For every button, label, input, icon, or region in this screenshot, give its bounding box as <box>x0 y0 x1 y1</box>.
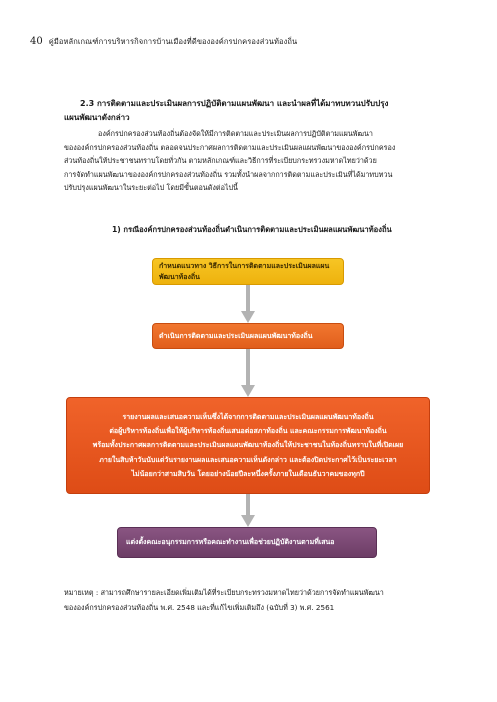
flow-step-label: กำหนดแนวทาง วิธีการในการติดตามและประเมินผลแผนพัฒนาท้องถิ่น <box>159 261 330 281</box>
flow-step-label: ดำเนินการติดตามและประเมินผลแผนพัฒนาท้องถิ่น <box>159 331 313 340</box>
paragraph-line: องค์กรปกครองส่วนท้องถิ่นต้องจัดให้มีการติดตามและประเมินผลการปฏิบัติตามแผนพัฒนา <box>98 129 373 138</box>
flow-step-conduct-evaluation <box>152 323 344 349</box>
section-heading-line-1: 2.3 การติดตามและประเมินผลการปฏิบัติตามแผนพัฒนา และนำผลที่ได้มาทบทวนปรับปรุง <box>80 99 389 108</box>
paragraph-line: ส่วนท้องถิ่นให้ประชาชนทราบโดยทั่วกัน ตามหลักเกณฑ์และวิธีการที่ระเบียบกระทรวงมหาดไทยว่าด้วย <box>64 156 377 166</box>
down-arrow-icon <box>240 494 256 527</box>
subsection-heading: 1) กรณีองค์กรปกครองส่วนท้องถิ่นดำเนินการติดตามและประเมินผลแผนพัฒนาท้องถิ่น <box>112 225 392 234</box>
footnote-line: หมายเหตุ : สามารถศึกษารายละเอียดเพิ่มเติมได้ที่ระเบียบกระทรวงมหาดไทยว่าด้วยการจัดทำแผนพัฒนา <box>64 588 384 597</box>
paragraph-line: ขององค์กรปกครองส่วนท้องถิ่น ตลอดจนประกาศผลการติดตามและประเมินผลแผนพัฒนาขององค์กรปกครอง <box>64 142 396 152</box>
flow-step-label-line: ภายในสิบห้าวันนับแต่วันรายงานผลและเสนอความเห็นดังกล่าว และต้องปิดประกาศไว้เป็นระยะเวลา <box>99 455 397 464</box>
flow-step-define-guidelines <box>152 258 344 285</box>
footnote <box>64 586 464 615</box>
paragraph-line: การจัดทำแผนพัฒนาขององค์กรปกครองส่วนท้องถิ่น รวมทั้งนำผลจากการติดตามและประเมินที่ได้มาทบทวน <box>64 169 393 179</box>
flow-step-label-line: รายงานผลและเสนอความเห็นซึ่งได้จากการติดตามและประเมินผลแผนพัฒนาท้องถิ่น <box>122 412 374 421</box>
flow-step-label: แต่งตั้งคณะอนุกรรมการหรือคณะทำงานเพื่อช่วยปฏิบัติงานตามที่เสนอ <box>126 538 335 546</box>
flow-step-label-line: ไม่น้อยกว่าสามสิบวัน โดยอย่างน้อยปีละหนึ่งครั้งภายในเดือนธันวาคมของทุกปี <box>131 469 365 478</box>
down-arrow-icon <box>240 285 256 323</box>
down-arrow-icon <box>240 349 256 397</box>
page-number: 40 <box>30 36 43 47</box>
flow-step-label-line: พร้อมทั้งประกาศผลการติดตามและประเมินผลแผนพัฒนาท้องถิ่นให้ประชาชนในท้องถิ่นทราบในที่เปิดเผย <box>92 441 404 450</box>
paragraph-line: ปรับปรุงแผนพัฒนาในระยะต่อไป โดยมีขั้นตอนดังต่อไปนี้ <box>64 183 238 193</box>
footnote-line: ขององค์กรปกครองส่วนท้องถิ่น พ.ศ. 2548 และที่แก้ไขเพิ่มเติมถึง (ฉบับที่ 3) พ.ศ. 2561 <box>64 602 335 612</box>
section-heading-line-2: แผนพัฒนาดังกล่าว <box>64 113 130 122</box>
flow-step-report-and-announce <box>66 397 430 494</box>
running-title: คู่มือหลักเกณฑ์การบริหารกิจการบ้านเมืองที่ดีขององค์กรปกครองส่วนท้องถิ่น <box>48 37 298 46</box>
flow-step-label-line: ต่อผู้บริหารท้องถิ่นเพื่อให้ผู้บริหารท้องถิ่นเสนอต่อสภาท้องถิ่น และคณะกรรมการพัฒนาท้องถิ่น <box>109 427 387 436</box>
flow-step-appoint-subcommittee <box>117 527 377 558</box>
